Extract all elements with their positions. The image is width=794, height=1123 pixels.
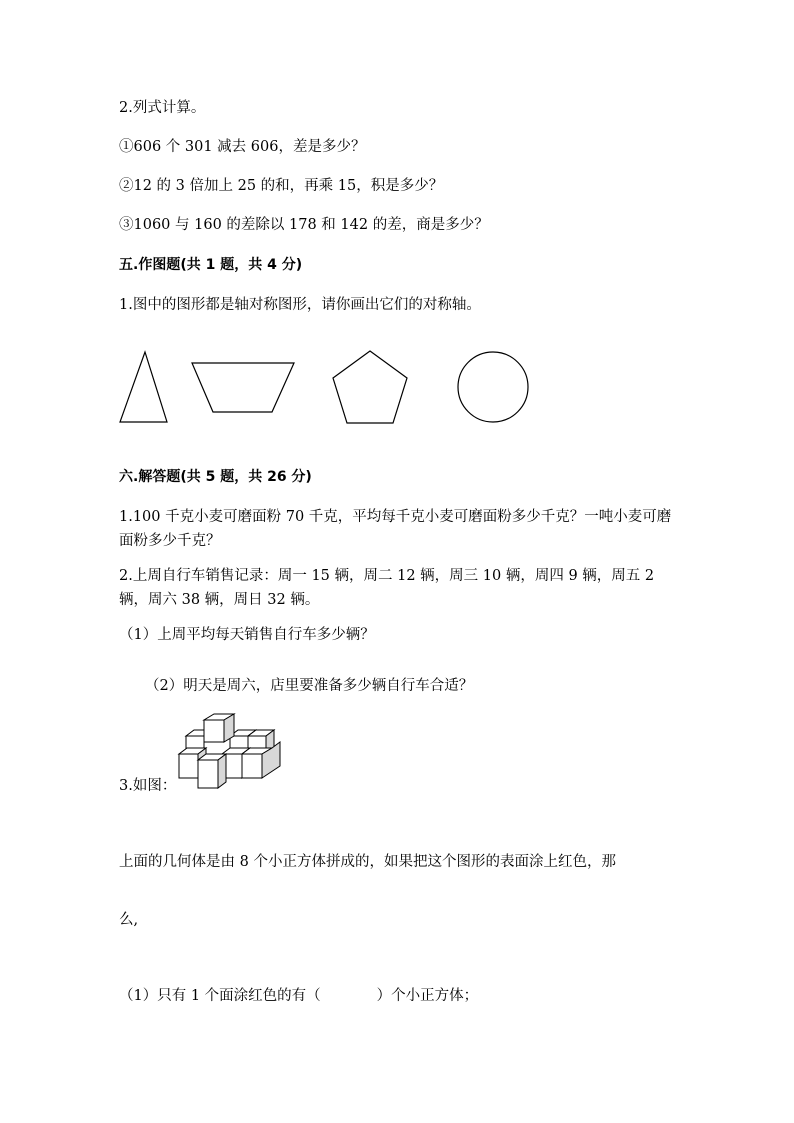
calc-question-2: ②12 的 3 倍加上 25 的和，再乘 15，积是多少？: [119, 178, 444, 194]
question-3-text-continued: 么,: [119, 912, 139, 928]
section5-question-1: 1.图中的图形都是轴对称图形，请你画出它们的对称轴。: [119, 297, 481, 313]
question-3-sub-1-end: ）个小正方体；: [376, 988, 479, 1004]
circle-figure: [456, 350, 531, 425]
question-3-sub-1-start: （1）只有 1 个面涂红色的有（: [119, 988, 321, 1004]
calc-heading: 2.列式计算。: [119, 100, 206, 116]
isosceles-triangle-figure: [118, 350, 170, 425]
calc-question-3: ③1060 与 160 的差除以 178 和 142 的差，商是多少？: [119, 217, 489, 233]
question-3-sub-1: [119, 986, 478, 1006]
pentagon-figure: [329, 348, 411, 428]
question-2-sub-1: （1）上周平均每天销售自行车多少辆？: [119, 627, 375, 643]
section6-question-2: 2.上周自行车销售记录：周一 15 辆，周二 12 辆，周三 10 辆，周四 9 辆，周五 2 辆，周六 38 辆，周日 32 辆。: [119, 568, 655, 608]
section5-title: 五.作图题(共 1 题，共 4 分): [119, 257, 303, 273]
question-2-sub-2: （2）明天是周六，店里要准备多少辆自行车合适？: [145, 678, 474, 694]
section6-title: 六.解答题(共 5 题，共 26 分): [119, 469, 312, 485]
cube-stack-figure: [176, 712, 284, 792]
section6-question-1: 1.100 千克小麦可磨面粉 70 千克，平均每千克小麦可磨面粉多少千克？一吨小麦可磨面粉多少千克？: [119, 509, 672, 549]
trapezoid-figure: [190, 360, 298, 416]
question-3-text: 上面的几何体是由 8 个小正方体拼成的，如果把这个图形的表面涂上红色，那: [119, 854, 616, 870]
question-3-label: 3.如图：: [119, 778, 177, 794]
calc-question-1: ①606 个 301 减去 606，差是多少？: [119, 139, 366, 155]
